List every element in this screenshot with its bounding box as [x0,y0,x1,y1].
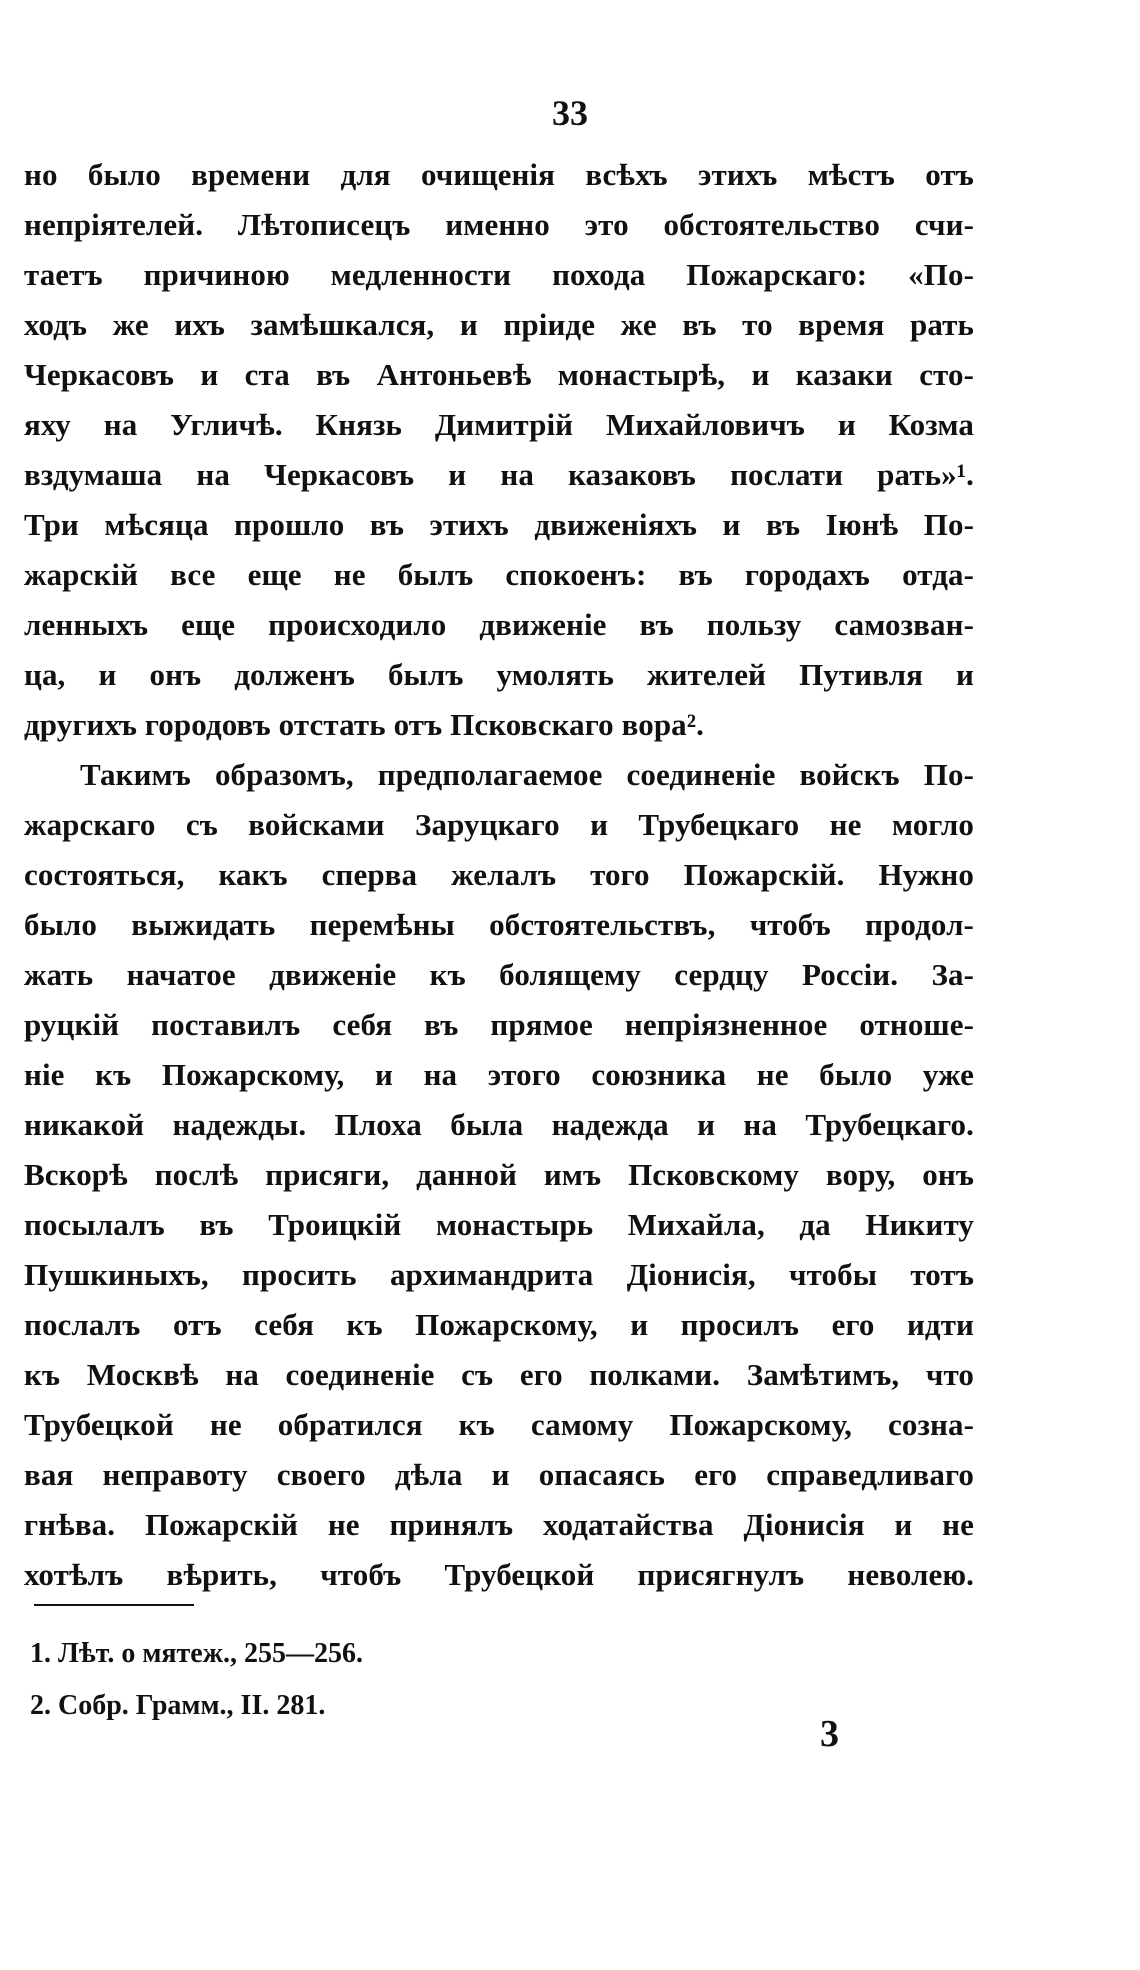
footnote-item: 1. Лѣт. о мятеж., 255—256. [30,1638,364,1669]
text-line: Три мѣсяца прошло въ этихъ движеніяхъ и въ Іюнѣ По- [24,507,974,542]
text-line: непріятелей. Лѣтописецъ именно это обстоятельство счи- [24,207,974,242]
text-line: хотѣлъ вѣрить, чтобъ Трубецкой присягнулъ неволею. [24,1557,974,1592]
text-line: жарскій все еще не былъ спокоенъ: въ городахъ отда- [24,557,974,592]
text-line: вая неправоту своего дѣла и опасаясь его справедливаго [24,1457,974,1492]
text-line: послалъ отъ себя къ Пожарскому, и просилъ его идти [24,1307,974,1342]
text-line: состояться, какъ сперва желалъ того Пожарскій. Нужно [24,857,974,892]
text-line: ніе къ Пожарскому, и на этого союзника не было уже [24,1057,974,1092]
text-line: никакой надежды. Плоха была надежда и на Трубецкаго. [24,1107,974,1142]
text-line: жарскаго съ войсками Заруцкаго и Трубецкаго не могло [24,807,974,842]
text-line: другихъ городовъ отстать отъ Псковскаго вора². [24,707,705,742]
footnote-divider [34,1604,194,1606]
text-line: ленныхъ еще происходило движеніе въ пользу самозван- [24,607,974,642]
body-text [24,150,974,1600]
text-line: Пушкиныхъ, просить архимандрита Діонисія, чтобы тотъ [24,1257,974,1292]
text-line: Такимъ образомъ, предполагаемое соединеніе войскъ По- [80,757,974,792]
text-line: но было времени для очищенія всѣхъ этихъ мѣстъ отъ [24,157,974,192]
text-line: яху на Угличѣ. Князь Димитрій Михайловичъ и Козма [24,407,974,442]
footnotes [30,1628,730,1732]
text-line: Трубецкой не обратился къ самому Пожарскому, созна- [24,1407,974,1442]
page-number: 33 [552,93,588,133]
text-line: Вскорѣ послѣ присяги, данной имъ Псковскому вору, онъ [24,1157,974,1192]
text-line: таетъ причиною медленности похода Пожарскаго: «По- [24,257,974,292]
signature-mark: 3 [820,1713,839,1755]
text-line: гнѣва. Пожарскій не принялъ ходатайства Діонисія и не [24,1507,974,1542]
text-line: ходъ же ихъ замѣшкался, и пріиде же въ то время рать [24,307,974,342]
text-line: ца, и онъ долженъ былъ умолять жителей Путивля и [24,657,974,692]
text-line: жать начатое движеніе къ болящему сердцу Россіи. За- [24,957,974,992]
text-line: къ Москвѣ на соединеніе съ его полками. Замѣтимъ, что [24,1357,974,1392]
text-line: руцкій поставилъ себя въ прямое непріязненное отноше- [24,1007,974,1042]
text-line: вздумаша на Черкасовъ и на казаковъ послати рать»¹. [24,457,974,492]
text-line: было выжидать перемѣны обстоятельствъ, чтобъ продол- [24,907,974,942]
text-line: Черкасовъ и ста въ Антоньевѣ монастырѣ, и казаки сто- [24,357,974,392]
text-line: посылалъ въ Троицкій монастырь Михайла, да Никиту [24,1207,974,1242]
footnote-item: 2. Собр. Грамм., II. 281. [30,1690,326,1721]
